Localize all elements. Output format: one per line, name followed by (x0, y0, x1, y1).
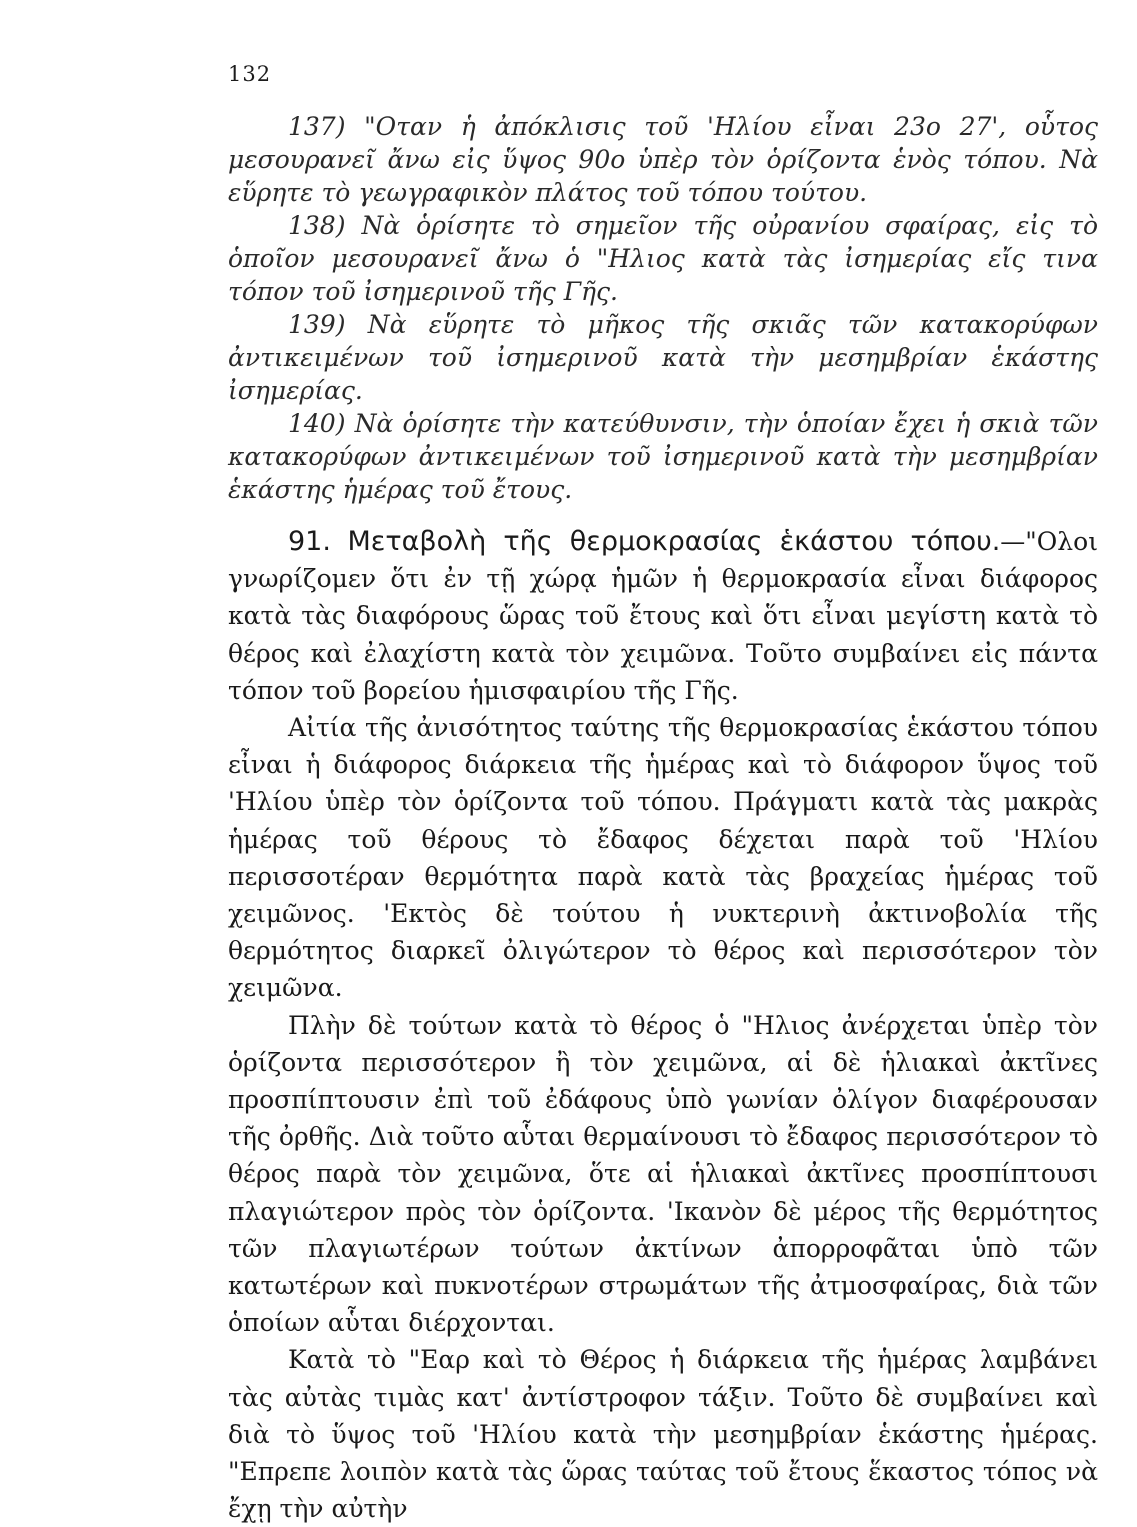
exercise-list (228, 110, 1098, 506)
section-number: 91. (288, 526, 331, 557)
exercise-text: Νὰ εὕρητε τὸ μῆκος τῆς σκιᾶς τῶν κατακορύφων ἀντικειμένων τοῦ ἰσημερινοῦ κατὰ τὴν μεσημβρίαν ἑκάστης ἰσημερίας. (228, 310, 1098, 405)
body-paragraph: Κατὰ τὸ "Εαρ καὶ τὸ Θέρος ἡ διάρκεια τῆς ἡμέρας λαμβάνει τὰς αὐτὰς τιμὰς κατ' ἀντίστροφον τάξιν. Τοῦτο δὲ συμβαίνει καὶ διὰ τὸ ὕψος τοῦ 'Ηλίου κατὰ τὴν μεσημβρίαν ἑκάστης ἡμέρας. "Επρεπε λοιπὸν κατὰ τὰς ὥρας ταύτας τοῦ ἔτους ἕκαστος τόπος νὰ ἔχῃ τὴν αὐτὴν (228, 1345, 1098, 1524)
exercise-text: Νὰ ὁρίσητε τὴν κατεύθυνσιν, τὴν ὁποίαν ἔχει ἡ σκιὰ τῶν κατακορύφων ἀντικειμένων τοῦ ἰσημερινοῦ κατὰ τὴν μεσημβρίαν ἑκάστης ἡμέρας τοῦ ἔτους. (228, 409, 1099, 504)
exercise-text: Νὰ ὁρίσητε τὸ σημεῖον τῆς οὐρανίου σφαίρας, εἰς τὸ ὁποῖον μεσουρανεῖ ἄνω ὁ "Ηλιος κατὰ τὰς ἰσημερίας εἴς τινα τόπον τοῦ ἰσημερινοῦ τῆς Γῆς. (228, 211, 1098, 306)
exercise-number: 139) (288, 310, 346, 339)
exercise-item (228, 209, 1098, 308)
exercise-number: 137) (288, 112, 346, 141)
exercise-number: 138) (288, 211, 346, 240)
exercise-item (228, 308, 1098, 407)
exercise-item (228, 407, 1098, 506)
exercise-text: "Οταν ἡ ἀπόκλισις τοῦ 'Ηλίου εἶναι 23ο 27', οὗτος μεσουρανεῖ ἄνω εἰς ὕψος 90ο ὑπὲρ τὸν ὁρίζοντα ἑνὸς τόπου. Νὰ εὕρητε τὸ γεωγραφικὸν πλάτος τοῦ τόπου τούτου. (228, 112, 1099, 207)
section-intro-paragraph (228, 523, 1098, 709)
body-paragraph: Πλὴν δὲ τούτων κατὰ τὸ θέρος ὁ "Ηλιος ἀνέρχεται ὑπὲρ τὸν ὁρίζοντα περισσότερον ἢ τὸν χειμῶνα, αἱ δὲ ἡλιακαὶ ἀκτῖνες προσπίπτουσιν ἐπὶ τοῦ ἐδάφους ὑπὸ γωνίαν ὀλίγον διαφέρουσαν τῆς ὀρθῆς. Διὰ τοῦτο αὗται θερμαίνουσι τὸ ἔδαφος περισσότερον τὸ θέρος παρὰ τὸν χειμῶνα, ὅτε αἱ ἡλιακαὶ ἀκτῖνες προσπίπτουσι πλαγιώτερον πρὸς τὸν ὁρίζοντα. 'Ικανὸν δὲ μέρος τῆς θερμότητος τῶν πλαγιωτέρων τούτων ἀκτίνων ἀπορροφᾶται ὑπὸ τῶν κατωτέρων καὶ πυκνοτέρων στρωμάτων τῆς ἀτμοσφαίρας, διὰ τῶν ὁποίων αὗται διέρχονται. (228, 1010, 1098, 1338)
exercise-item (228, 110, 1098, 209)
section-intro-text: "Ολοι γνωρίζομεν ὅτι ἐν τῇ χώρᾳ ἡμῶν ἡ θερμοκρασία εἶναι διάφορος κατὰ τὰς διαφόρους ὥρας τοῦ ἔτους καὶ ὅτι εἶναι μεγίστη κατὰ τὸ θέρος καὶ ἐλαχίστη κατὰ τὸν χειμῶνα. Τοῦτο συμβαίνει εἰς πάντα τόπον τοῦ βορείου ἡμισφαιρίου τῆς Γῆς. (228, 527, 1098, 705)
section-body (228, 523, 1098, 1527)
section-heading: Μεταβολὴ τῆς θερμοκρασίας ἑκάστου τόπου. (347, 526, 1001, 557)
body-paragraph: Αἰτία τῆς ἀνισότητος ταύτης τῆς θερμοκρασίας ἑκάστου τόπου εἶναι ἡ διάφορος διάρκεια τῆς ἡμέρας καὶ τὸ διάφορον ὕψος τοῦ 'Ηλίου ὑπὲρ τὸν ὁρίζοντα τοῦ τόπου. Πράγματι κατὰ τὰς μακρὰς ἡμέρας τοῦ θέρους τὸ ἔδαφος δέχεται παρὰ τοῦ 'Ηλίου περισσοτέραν θερμότητα παρὰ κατὰ τὰς βραχείας ἡμέρας τοῦ χειμῶνος. 'Εκτὸς δὲ τούτου ἡ νυκτερινὴ ἀκτινοβολία τῆς θερμότητος διαρκεῖ ὀλιγώτερον τὸ θέρος καὶ περισσότερον τὸν χειμῶνα. (228, 713, 1098, 1003)
exercise-number: 140) (288, 409, 346, 438)
page-number: 132 (228, 62, 272, 86)
heading-dash: — (1000, 527, 1026, 556)
